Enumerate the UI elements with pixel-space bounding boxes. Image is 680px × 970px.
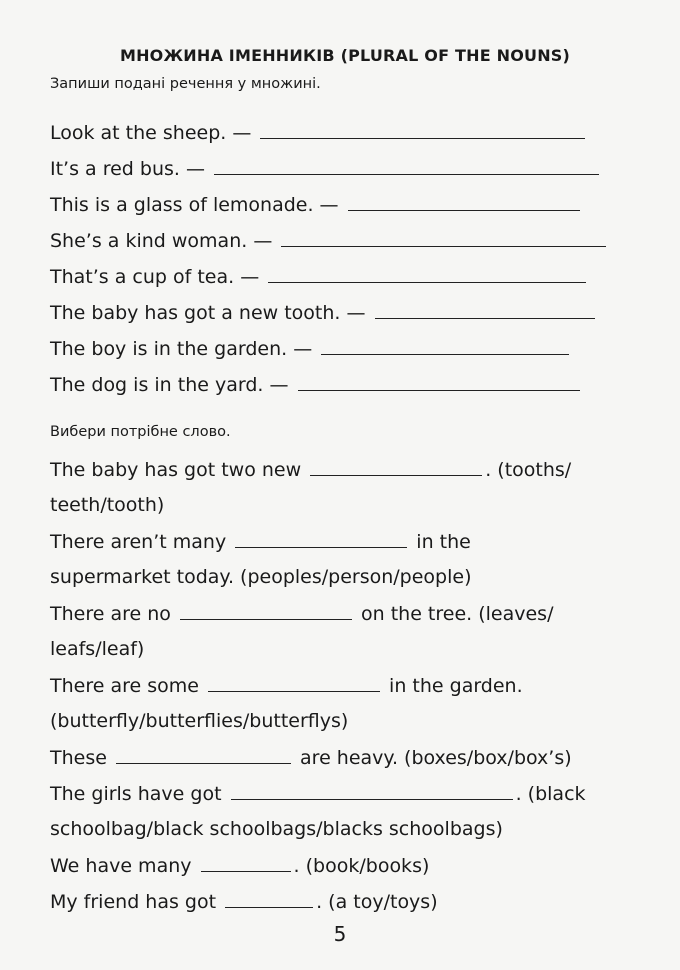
answer-blank[interactable] [375,300,595,319]
sentence-text: There aren’t many [50,531,227,553]
sentence-text: This is a glass of lemonade. — [50,194,339,216]
sentence-text: The baby has got a new tooth. — [50,302,366,324]
section1-instruction: Запиши подані речення у множині. [50,76,321,92]
sentence-text: She’s a kind woman. — [50,230,273,252]
exercise1-item [50,192,583,217]
options-text: schoolbag/black schoolbags/blacks schoolbags) [50,818,503,840]
exercise1-item [50,300,598,325]
answer-blank[interactable] [231,781,513,800]
exercise2-line [50,565,472,589]
sentence-text: The girls have got [50,783,222,805]
answer-blank[interactable] [348,192,580,211]
sentence-text: There are some [50,675,199,697]
sentence-text: The dog is in the yard. — [50,374,289,396]
exercise2-line [50,889,438,914]
sentence-text: The boy is in the garden. — [50,338,313,360]
exercise1-item [50,228,609,253]
options-text: supermarket today. (peoples/person/people) [50,566,472,588]
section2-instruction: Вибери потрібне слово. [50,424,231,440]
sentence-text: The baby has got two new [50,459,302,481]
options-text: on the tree. (leaves/ [361,603,554,625]
exercise1-item [50,120,588,145]
answer-blank[interactable] [260,120,585,139]
answer-blank[interactable] [268,264,586,283]
answer-blank[interactable] [321,336,569,355]
answer-blank[interactable] [201,853,291,872]
options-text: are heavy. (boxes/box/box’s) [300,747,572,769]
exercise2-line [50,817,503,841]
exercise1-item [50,156,602,181]
answer-blank[interactable] [281,228,606,247]
answer-blank[interactable] [180,601,352,620]
answer-blank[interactable] [310,457,482,476]
exercise2-line [50,853,429,878]
sentence-text: in the garden. [389,675,523,697]
exercise1-item [50,336,572,361]
sentence-text: in the [416,531,471,553]
options-text: . (a toy/toys) [316,891,438,913]
answer-blank[interactable] [208,673,380,692]
options-text: teeth/tooth) [50,494,165,516]
answer-blank[interactable] [298,372,580,391]
page-number: 5 [333,922,347,946]
answer-blank[interactable] [116,745,291,764]
options-text: leafs/leaf) [50,638,145,660]
options-text: . (book/books) [293,855,430,877]
options-text: . (tooths/ [485,459,572,481]
exercise1-item [50,264,589,289]
exercise2-line [50,637,144,661]
exercise2-line [50,529,471,554]
exercise2-line [50,709,348,733]
exercise2-line [50,781,586,806]
sentence-text: These [50,747,107,769]
sentence-text: My friend has got [50,891,217,913]
answer-blank[interactable] [225,889,313,908]
sentence-text: That’s a cup of tea. — [50,266,260,288]
sentence-text: Look at the sheep. — [50,122,252,144]
sentence-text: It’s a red bus. — [50,158,205,180]
answer-blank[interactable] [214,156,599,175]
exercise2-line [50,745,572,770]
page-title: МНОЖИНА ІМЕННИКІВ (PLURAL OF THE NOUNS) [119,46,571,65]
exercise2-line [50,493,164,517]
sentence-text: There are no [50,603,171,625]
answer-blank[interactable] [235,529,407,548]
exercise2-line [50,457,571,482]
exercise2-line [50,601,554,626]
options-text: (butterfly/butterflies/butterflys) [50,710,349,732]
options-text: . (black [515,783,586,805]
sentence-text: We have many [50,855,192,877]
exercise2-line [50,673,523,698]
exercise1-item [50,372,583,397]
